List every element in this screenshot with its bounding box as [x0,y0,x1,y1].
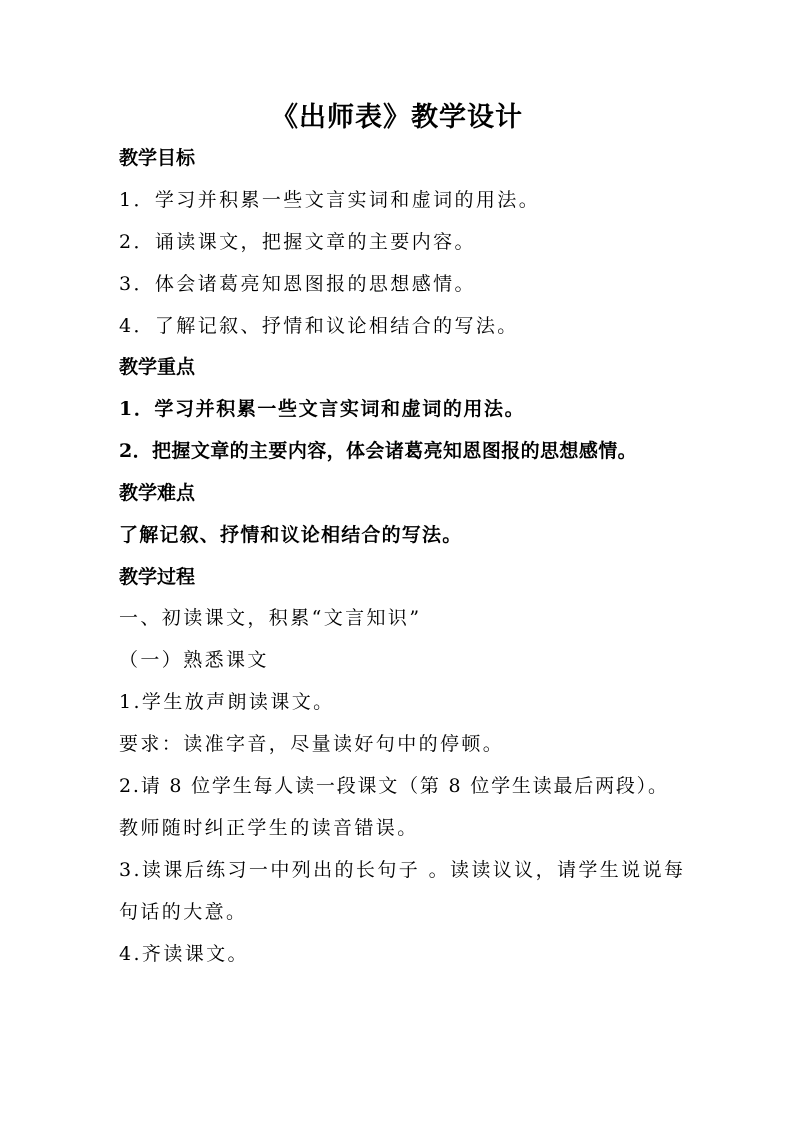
objective-item: 4．了解记叙、抒情和议论相结合的写法。 [119,315,519,337]
objectives-heading: 教学目标 [119,147,196,169]
objective-item: 1．学习并积累一些文言实词和虚词的用法。 [119,189,541,211]
process-line: 句话的大意。 [119,901,248,923]
key-point-item: 2．把握文章的主要内容，体会诸葛亮知恩图报的思想感情。 [119,440,638,462]
objective-item: 3．体会诸葛亮知恩图报的思想感情。 [119,273,476,295]
difficulty-text: 了解记叙、抒情和议论相结合的写法。 [119,524,463,546]
objective-item: 2．诵读课文，把握文章的主要内容。 [119,231,476,253]
document-title: 《出师表》教学设计 [271,102,523,133]
process-line: 3.读课后练习一中列出的长句子 。读读议议，请学生说说每 [119,859,686,881]
process-line: 1.学生放声朗读课文。 [119,691,335,713]
process-line: 教师随时纠正学生的读音错误。 [119,817,419,839]
process-line: 4.齐读课文。 [119,943,249,965]
process-line: 一、初读课文，积累“文言知识” [119,607,422,629]
process-line: （一）熟悉课文 [119,649,269,671]
process-heading: 教学过程 [119,566,196,588]
key-point-item: 1．学习并积累一些文言实词和虚词的用法。 [119,398,526,420]
difficulty-heading: 教学难点 [119,482,196,504]
key-points-heading: 教学重点 [119,356,196,378]
process-line: 要求：读准字音，尽量读好句中的停顿。 [119,733,505,755]
process-line: 2.请 8 位学生每人读一段课文（第 8 位学生读最后两段）。 [119,775,669,797]
